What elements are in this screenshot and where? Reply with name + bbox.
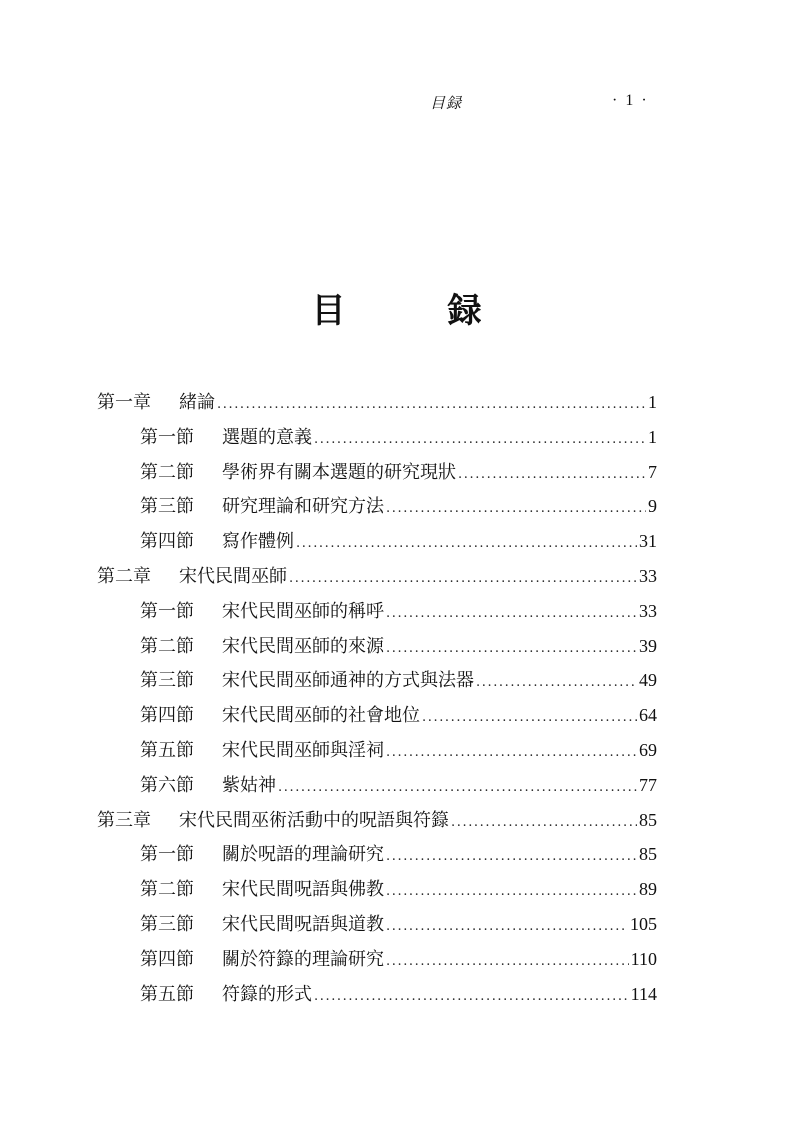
toc-entry-page: 31 — [639, 531, 657, 552]
toc-section-entry — [97, 910, 657, 945]
toc-dot-leader — [458, 467, 646, 482]
toc-entry-label: 第四節 — [140, 531, 194, 553]
toc-dot-leader — [386, 641, 637, 656]
toc-entry-page: 89 — [639, 879, 657, 900]
toc-entry-title: 符籙的形式 — [222, 983, 312, 1005]
toc-entry-title: 宋代民間巫術活動中的呪語與符籙 — [179, 809, 449, 831]
toc-entry-label: 第二章 — [97, 565, 151, 587]
toc-section-entry — [97, 597, 657, 632]
toc-entry-title: 學術界有關本選題的研究現狀 — [222, 461, 456, 483]
toc-section-entry — [97, 423, 657, 458]
toc-entry-title: 宋代民間巫師通神的方式與法器 — [222, 670, 474, 692]
toc-entry-label: 第一節 — [140, 844, 194, 866]
toc-entry-page: 33 — [639, 600, 657, 621]
toc-dot-leader — [386, 606, 637, 621]
toc-dot-leader — [217, 397, 646, 412]
toc-entry-page: 39 — [639, 635, 657, 656]
toc-entry-label: 第一章 — [97, 392, 151, 413]
toc-entry-page: 33 — [639, 565, 657, 586]
toc-dot-leader — [278, 780, 637, 795]
toc-entry-page: 69 — [639, 739, 657, 760]
toc-dot-leader — [314, 432, 646, 447]
toc-section-entry — [97, 701, 657, 736]
toc-entry-label: 第三節 — [140, 496, 194, 518]
toc-entry-label: 第二節 — [140, 461, 194, 483]
toc-entry-page: 77 — [639, 774, 657, 795]
toc-dot-leader — [422, 710, 637, 725]
toc-entry-page: 64 — [639, 705, 657, 726]
toc-entry-page: 105 — [630, 913, 657, 934]
toc-dot-leader — [386, 849, 637, 864]
toc-section-entry — [97, 875, 657, 910]
toc-entry-label: 第三章 — [97, 809, 151, 831]
toc-entry-title: 選題的意義 — [222, 426, 312, 448]
toc-dot-leader — [386, 501, 646, 516]
toc-dot-leader — [296, 536, 637, 551]
toc-entry-label: 第三節 — [140, 913, 194, 935]
toc-section-entry — [97, 771, 657, 806]
toc-entry-label: 第六節 — [140, 774, 194, 796]
toc-entry-title: 關於符籙的理論研究 — [222, 948, 384, 970]
toc-dot-leader — [386, 884, 637, 899]
toc-entry-label: 第二節 — [140, 879, 194, 901]
toc-entry-title: 宋代民間巫師 — [179, 565, 287, 587]
toc-section-entry — [97, 492, 657, 527]
table-of-contents — [97, 388, 657, 1014]
toc-entry-title: 宋代民間巫師的稱呼 — [222, 600, 384, 622]
toc-dot-leader — [386, 745, 637, 760]
toc-dot-leader — [386, 919, 628, 934]
toc-entry-label: 第四節 — [140, 705, 194, 727]
running-head — [0, 92, 793, 116]
toc-entry-title: 研究理論和研究方法 — [222, 496, 384, 518]
toc-section-entry — [97, 840, 657, 875]
page-number: · 1 · — [612, 92, 649, 109]
toc-entry-page: 7 — [648, 461, 657, 482]
toc-section-entry — [97, 736, 657, 771]
toc-section-entry — [97, 666, 657, 701]
toc-dot-leader — [476, 675, 637, 690]
toc-entry-page: 110 — [630, 948, 657, 969]
toc-entry-page: 85 — [639, 844, 657, 865]
toc-entry-title: 寫作體例 — [222, 531, 294, 553]
toc-chapter-entry — [97, 562, 657, 597]
toc-entry-title: 宋代民間巫師的來源 — [222, 635, 384, 657]
toc-entry-page: 49 — [639, 670, 657, 691]
toc-entry-title: 宋代民間巫師的社會地位 — [222, 705, 420, 727]
toc-entry-label: 第一節 — [140, 426, 194, 448]
toc-section-entry — [97, 527, 657, 562]
toc-entry-title: 宋代民間呪語與佛教 — [222, 879, 384, 901]
toc-entry-label: 第三節 — [140, 670, 194, 692]
toc-chapter-entry — [97, 806, 657, 841]
running-title: 目録 — [430, 94, 463, 112]
toc-section-entry — [97, 980, 657, 1015]
toc-entry-label: 第五節 — [140, 983, 194, 1005]
toc-entry-title: 宋代民間呪語與道教 — [222, 913, 384, 935]
toc-entry-label: 第二節 — [140, 635, 194, 657]
toc-entry-title: 關於呪語的理論研究 — [222, 844, 384, 866]
toc-entry-label: 第五節 — [140, 739, 194, 761]
toc-entry-title: 紫姑神 — [222, 774, 276, 796]
toc-dot-leader — [289, 571, 637, 586]
toc-dot-leader — [451, 815, 637, 830]
toc-section-entry — [97, 632, 657, 667]
toc-chapter-entry — [97, 388, 657, 423]
toc-entry-page: 1 — [648, 392, 657, 412]
toc-entry-page: 9 — [648, 496, 657, 517]
toc-entry-page: 1 — [648, 426, 657, 447]
toc-section-entry — [97, 458, 657, 493]
toc-dot-leader — [314, 989, 629, 1004]
toc-entry-label: 第一節 — [140, 600, 194, 622]
toc-entry-label: 第四節 — [140, 948, 194, 970]
toc-entry-title: 宋代民間巫師與淫祠 — [222, 739, 384, 761]
toc-dot-leader — [386, 954, 629, 969]
toc-entry-page: 114 — [630, 983, 657, 1004]
page-title: 目 録 — [311, 290, 516, 331]
toc-entry-title: 緒論 — [179, 392, 215, 413]
toc-section-entry — [97, 945, 657, 980]
toc-entry-page: 85 — [639, 809, 657, 830]
